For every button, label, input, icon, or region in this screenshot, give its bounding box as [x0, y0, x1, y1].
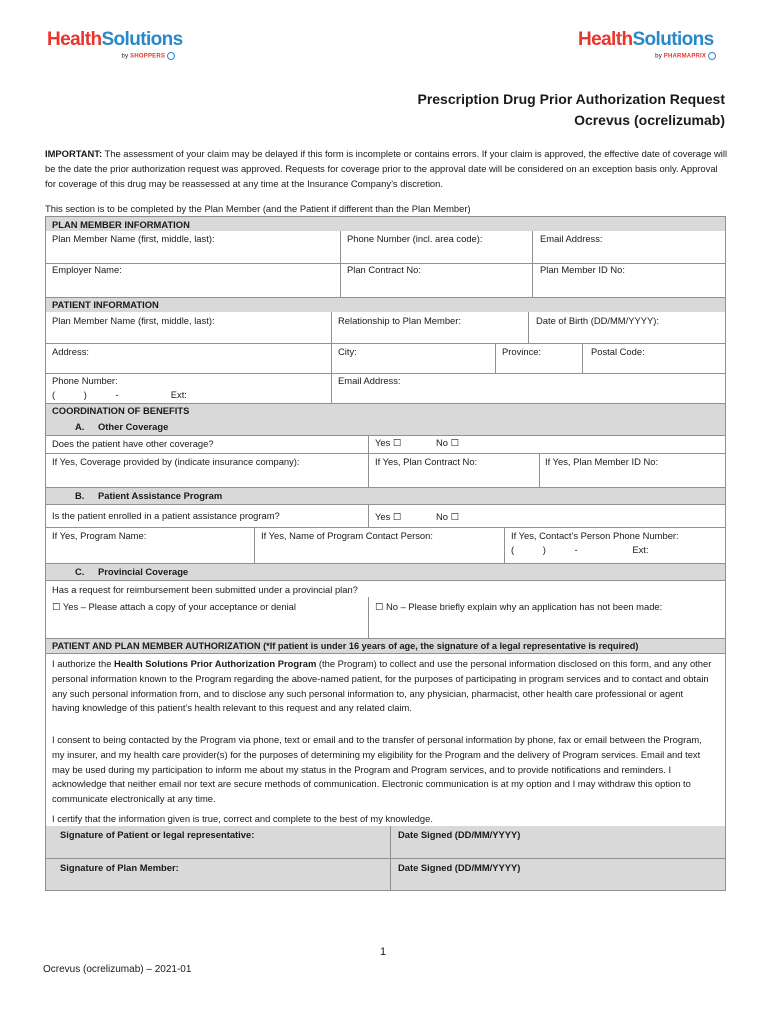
- swirl-icon: [708, 52, 716, 60]
- footer-text: Ocrevus (ocrelizumab) – 2021-01: [43, 964, 192, 975]
- authorization-paragraph-2: I consent to being contacted by the Program via phone, text or email and to the transfer of personal information by phone, fax or email between the Program, my insurer, and my health care provider(s) for the purposes of determining my eligibility for the Program and the delivery of Program services. Email and text may be used during my participation to inform me about my status in the Program and Program services, and to provide notifications and reminders. I acknowledge that neither email nor text are secure methods of communication. Electronic communication is at my option and I may withdraw this option to communicate electronically at any time.: [52, 734, 702, 805]
- col-divider: [532, 231, 533, 297]
- col-divider: [254, 527, 255, 563]
- col-divider: [368, 597, 369, 638]
- section-c-title: Provincial Coverage: [98, 566, 189, 577]
- col-divider: [582, 343, 583, 373]
- border-right: [725, 216, 726, 890]
- postal-code-field[interactable]: Postal Code:: [591, 346, 645, 357]
- logo-word-solutions: Solutions: [632, 29, 714, 50]
- plan-member-email-field[interactable]: Email Address:: [540, 233, 603, 244]
- health-solutions-logo-left: [47, 30, 183, 60]
- plan-member-phone-field[interactable]: Phone Number (incl. area code):: [347, 233, 483, 244]
- rule: [45, 373, 726, 374]
- patient-email-field[interactable]: Email Address:: [338, 375, 401, 386]
- certification-statement: I certify that the information given is true, correct and complete to the best of my knowledge.: [52, 813, 433, 824]
- rule: [45, 890, 726, 891]
- provincial-no-checkbox[interactable]: ☐ No – Please briefly explain why an application has not been made:: [375, 601, 663, 612]
- section-b-letter: B.: [75, 490, 85, 501]
- province-field[interactable]: Province:: [502, 346, 542, 357]
- city-field[interactable]: City:: [338, 346, 357, 357]
- important-notice: [45, 146, 728, 191]
- plan-contract-field[interactable]: Plan Contract No:: [347, 264, 421, 275]
- rule: [45, 563, 726, 564]
- rule: [45, 527, 726, 528]
- page-number: 1: [380, 946, 387, 958]
- cob-heading: COORDINATION OF BENEFITS: [52, 405, 190, 416]
- logo-word-health: Health: [47, 29, 102, 50]
- col-divider: [539, 453, 540, 487]
- rule: [45, 216, 726, 217]
- logo-word-solutions: Solutions: [101, 29, 183, 50]
- program-name-field[interactable]: If Yes, Program Name:: [52, 530, 147, 541]
- plan-member-heading: PLAN MEMBER INFORMATION: [52, 219, 190, 230]
- col-divider: [331, 312, 332, 403]
- col-divider: [390, 826, 391, 890]
- address-field[interactable]: Address:: [52, 346, 89, 357]
- col-divider: [528, 312, 529, 343]
- patient-heading: PATIENT INFORMATION: [52, 299, 159, 310]
- rule: [45, 638, 726, 639]
- authorization-heading: PATIENT AND PLAN MEMBER AUTHORIZATION (*If patient is under 16 years of age, the signature of a legal representative is required): [52, 641, 639, 651]
- logo-by: by: [655, 53, 662, 60]
- col-divider: [495, 343, 496, 373]
- section-intro: This section is to be completed by the Plan Member (and the Patient if different than the Plan Member): [45, 203, 471, 214]
- important-label: IMPORTANT:: [45, 148, 103, 159]
- logo-by: by: [121, 53, 129, 60]
- health-solutions-logo-right: [578, 30, 716, 60]
- pap-no-checkbox[interactable]: No ☐: [436, 511, 459, 522]
- logo-partner: PHARMAPRIX: [663, 53, 707, 60]
- logo-partner: SHOPPERS: [130, 53, 166, 60]
- other-contract-field[interactable]: If Yes, Plan Contract No:: [375, 456, 478, 467]
- patient-phone-format: ( ) - Ext:: [52, 389, 187, 400]
- section-c-letter: C.: [75, 566, 85, 577]
- contact-phone-field[interactable]: If Yes, Contact’s Person Phone Number:: [511, 530, 679, 541]
- rule: [45, 653, 726, 654]
- program-contact-field[interactable]: If Yes, Name of Program Contact Person:: [261, 530, 433, 541]
- col-divider: [368, 435, 369, 487]
- contact-phone-format: ( ) - Ext:: [511, 544, 649, 555]
- page-title: [417, 89, 725, 131]
- member-signature-field[interactable]: Signature of Plan Member:: [60, 862, 179, 873]
- title-line-2: Ocrevus (ocrelizumab): [574, 112, 725, 128]
- pap-question: Is the patient enrolled in a patient assistance program?: [52, 510, 280, 521]
- section-b-title: Patient Assistance Program: [98, 490, 223, 501]
- rule: [45, 343, 726, 344]
- logo-word-health: Health: [578, 29, 633, 50]
- patient-date-signed-field[interactable]: Date Signed (DD/MM/YYYY): [398, 829, 521, 840]
- relationship-field[interactable]: Relationship to Plan Member:: [338, 315, 461, 326]
- border-left: [45, 216, 46, 890]
- patient-name-field[interactable]: Plan Member Name (first, middle, last):: [52, 315, 215, 326]
- patient-signature-field[interactable]: Signature of Patient or legal representative:: [60, 829, 255, 840]
- member-date-signed-field[interactable]: Date Signed (DD/MM/YYYY): [398, 862, 521, 873]
- rule: [45, 435, 726, 436]
- swirl-icon: [167, 52, 175, 60]
- patient-phone-field[interactable]: Phone Number:: [52, 375, 118, 386]
- rule: [45, 504, 726, 505]
- title-line-1: Prescription Drug Prior Authorization Request: [417, 91, 725, 107]
- provincial-question: Has a request for reimbursement been submitted under a provincial plan?: [52, 584, 358, 595]
- rule: [45, 403, 726, 404]
- pap-yes-checkbox[interactable]: Yes ☐: [375, 511, 402, 522]
- coverage-provider-field[interactable]: If Yes, Coverage provided by (indicate insurance company):: [52, 456, 300, 467]
- rule: [45, 453, 726, 454]
- authorization-paragraph-1: [52, 657, 712, 716]
- rule: [45, 580, 726, 581]
- other-coverage-question: Does the patient have other coverage?: [52, 438, 214, 449]
- important-text: The assessment of your claim may be delayed if this form is incomplete or contains errors. If your claim is approved, the effective date of coverage will be the date the prior authorization request was approved. Requests for coverage prior to the approval date will be considered on an exception basis only. Approval for coverage of this drug may be reassessed at any time at the Insurance Company’s discretion.: [45, 148, 728, 189]
- rule: [45, 297, 726, 298]
- auth-p1-pre: I authorize the: [52, 658, 115, 669]
- section-a-title: Other Coverage: [98, 421, 169, 432]
- auth-p1-post: (the Program) to collect and use the personal information disclosed on this form, and any other personal information known to the Program regarding the above-named patient, for the purposes of participating in program services and to contact and obtain any such personal information from, and to disclose any such personal information to, any physician, pharmacist, other health care professional or agent having knowledge of this patient’s health relevant to this request and any related claim.: [52, 658, 712, 714]
- auth-program-name: Health Solutions Prior Authorization Program: [114, 658, 317, 669]
- rule: [45, 487, 726, 488]
- provincial-yes-checkbox[interactable]: ☐ Yes – Please attach a copy of your acceptance or denial: [52, 601, 296, 612]
- col-divider: [368, 504, 369, 527]
- date-of-birth-field[interactable]: Date of Birth (DD/MM/YYYY):: [536, 315, 659, 326]
- col-divider: [340, 231, 341, 297]
- section-a-letter: A.: [75, 421, 85, 432]
- plan-member-name-field[interactable]: Plan Member Name (first, middle, last):: [52, 233, 215, 244]
- other-coverage-no-checkbox[interactable]: No ☐: [436, 437, 459, 448]
- rule: [45, 858, 726, 859]
- col-divider: [504, 527, 505, 563]
- other-member-id-field[interactable]: If Yes, Plan Member ID No:: [545, 456, 659, 467]
- plan-member-id-field[interactable]: Plan Member ID No:: [540, 264, 625, 275]
- other-coverage-yes-checkbox[interactable]: Yes ☐: [375, 437, 402, 448]
- employer-name-field[interactable]: Employer Name:: [52, 264, 122, 275]
